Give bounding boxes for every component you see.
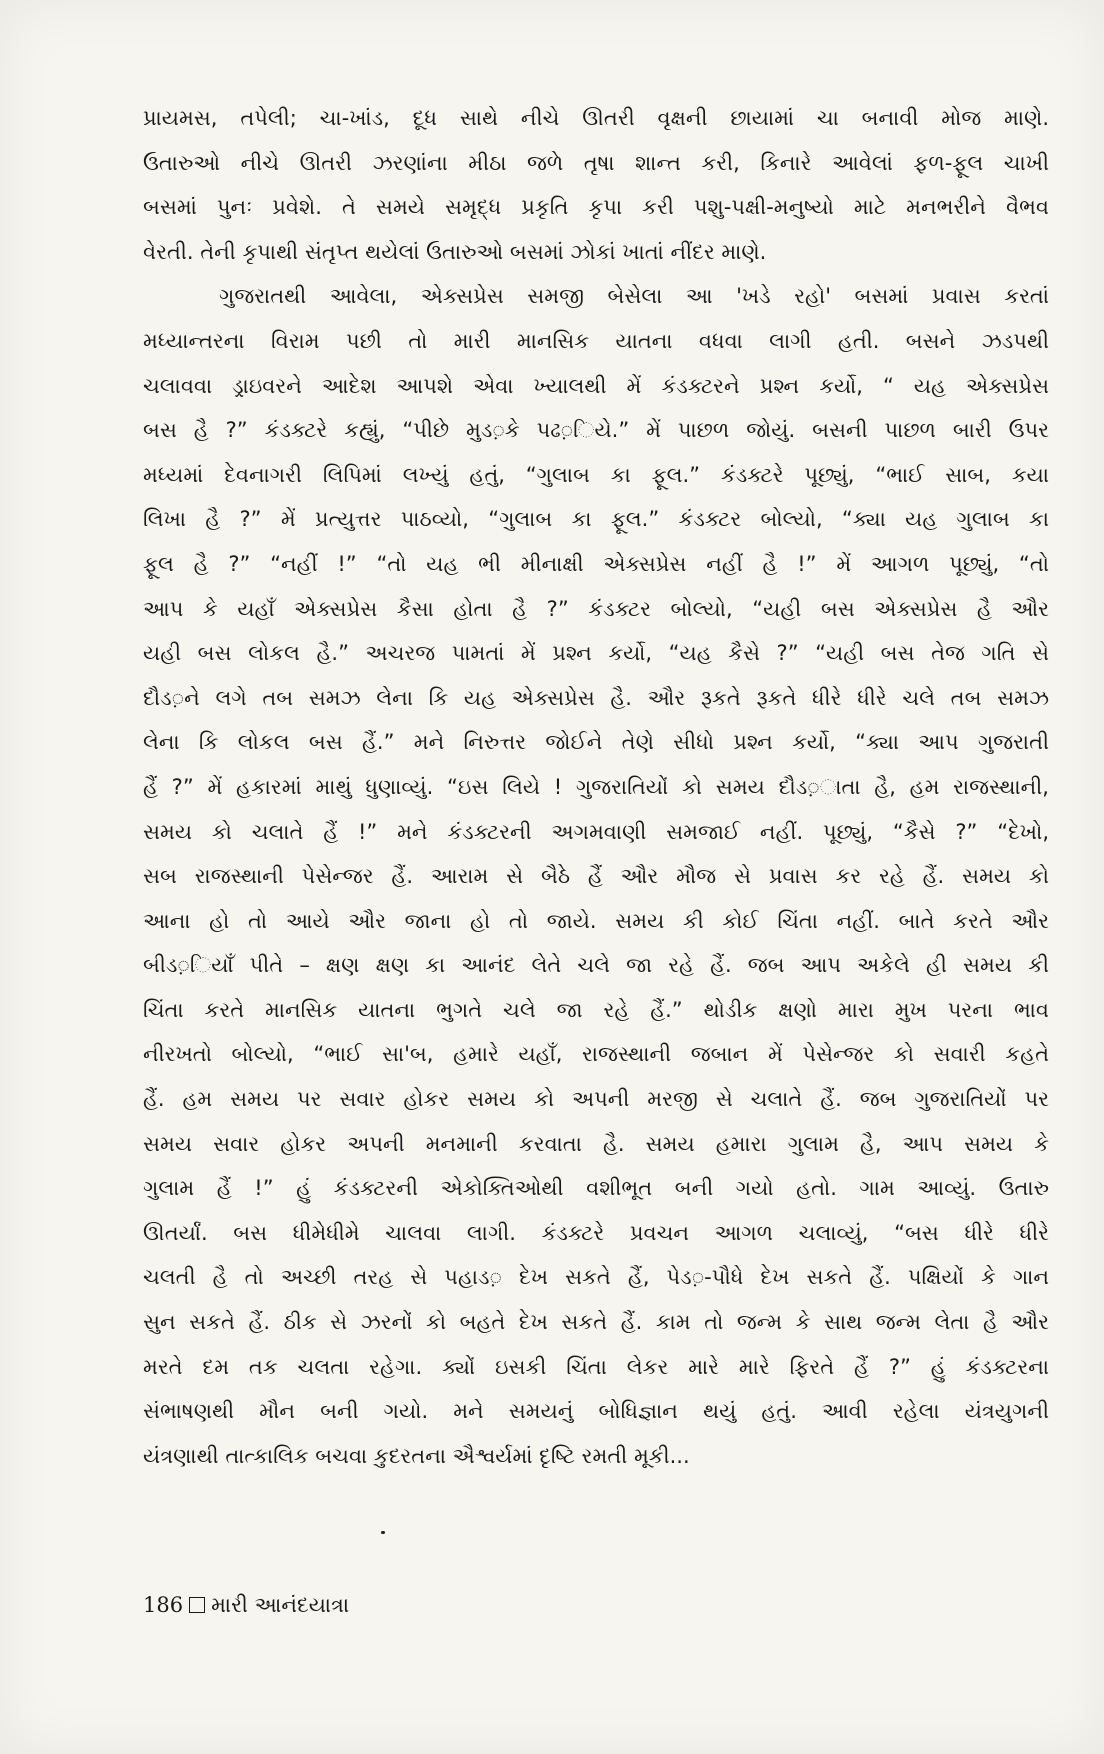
text-line: યહી બસ લોકલ હૈ.” અચરજ પામતાં મેં પ્રશ્ન કર્યો, “યહ કૈસે ?” “યહી બસ તેજ ગતિ સે <box>143 641 1049 666</box>
text-line: લિખા હૈ ?” મેં પ્રત્યુત્તર પાઠવ્યો, “ગુલાબ કા ફૂલ.” કંડક્ટર બોલ્યો, “ક્યા યહ ગુલાબ કા <box>143 507 1049 532</box>
text-line: હૈં ?” મેં હકારમાં માથું ધુણાવ્યું. “ઇસ લિયે ! ગુજરાતિયોં કો સમય દૌડ़ાતા હૈ, હમ રાજસ્થાની, <box>143 774 1049 799</box>
text-line: વેરતી. તેની કૃપાથી સંતૃપ્ત થયેલાં ઉતારુઓ બસમાં ઝોકાં ખાતાં નીંદર માણે. <box>143 239 767 264</box>
text-line: ગુલામ હૈં !” હું કંડક્ટરની એકોક્તિઓથી વશીભૂત બની ગયો હતો. ગામ આવ્યું. ઉતારુ <box>143 1176 1049 1201</box>
page-footer <box>143 1593 349 1618</box>
text-line: મધ્યાન્તરના વિરામ પછી તો મારી માનસિક યાતના વધવા લાગી હતી. બસને ઝડપથી <box>143 328 1049 353</box>
text-line: હૈં. હમ સમય પર સવાર હોકર સમય કો અપની મરજી સે ચલાતે હૈં. જબ ગુજરાતિયોં પર <box>143 1087 1049 1112</box>
text-line: બસમાં પુનઃ પ્રવેશે. તે સમયે સમૃદ્ધ પ્રકૃતિ કૃપા કરી પશુ-પક્ષી-મનુષ્યો માટે મનભરીને વૈભવ <box>143 195 1049 220</box>
text-line: આના હો તો આયે ઔર જાના હો તો જાયે. સમય કી કોઈ ચિંતા નહીં. બાતે કરતે ઔર <box>143 908 1049 933</box>
text-line: ચલાવવા ડ્રાઇવરને આદેશ આપશે એવા ખ્યાલથી મેં કંડક્ટરને પ્રશ્ન કર્યો, “ યહ એક્સપ્રેસ <box>143 373 1049 398</box>
text-line: પ્રાયમસ, તપેલી; ચા-ખાંડ, દૂધ સાથે નીચે ઊતરી વૃક્ષની છાયામાં ચા બનાવી મોજ માણે. <box>143 106 1049 130</box>
text-line: સુન સકતે હૈં. ઠીક સે ઝરનોં કો બહતે દેખ સકતે હૈં. કામ તો જન્મ કે સાથ જન્મ લેતા હૈ ઔર <box>143 1310 1049 1335</box>
text-line: ચિંતા કરતે માનસિક યાતના ભુગતે ચલે જા રહે હૈં.” થોડીક ક્ષણો મારા મુખ પરના ભાવ <box>143 997 1049 1022</box>
text-line: સબ રાજસ્થાની પેસેન્જર હૈં. આરામ સે બૈઠે હૈં ઔર મૌજ સે પ્રવાસ કર રહે હૈં. સમય કો <box>143 864 1049 889</box>
text-line: નીરખતો બોલ્યો, “ભાઈ સા'બ, હમારે યહાઁ, રાજસ્થાની જબાન મેં પેસેન્જર કો સવારી કહતે <box>143 1042 1049 1067</box>
text-line: મરતે દમ તક ચલતા રહેગા. ક્યોં ઇસકી ચિંતા લેકર મારે મારે ફિરતે હૈં ?” હું કંડક્ટરના <box>143 1354 1049 1379</box>
text-line: સંભાષણથી મૌન બની ગયો. મને સમયનું બોધિજ્ઞાન થયું હતું. આવી રહેલા યંત્રયુગની <box>143 1399 1049 1424</box>
text-line: સમય કો ચલાતે હૈં !” મને કંડક્ટરની અગમવાણી સમજાઈ નહીં. પૂછ્યું, “કૈસે ?” “દેખો, <box>143 819 1049 844</box>
text-line: બસ હૈ ?” કંડક્ટરે કહ્યું, “પીછે મુડ़કે પઢ़િયે.” મેં પાછળ જોયું. બસની પાછળ બારી ઉપર <box>143 418 1049 443</box>
ink-speck <box>381 1531 385 1534</box>
text-line: ઉતારુઓ નીચે ઊતરી ઝરણાંના મીઠા જળે તૃષા શાન્ત કરી, કિનારે આવેલાં ફળ-ફૂલ ચાખી <box>143 150 1049 175</box>
text-line: લેના કિ લોકલ બસ હૈં.” મને નિરુત્તર જોઈને તેણે સીધો પ્રશ્ન કર્યો, “ક્યા આપ ગુજરાતી <box>143 730 1049 755</box>
text-line: મધ્યમાં દેવનાગરી લિપિમાં લખ્યું હતું, “ગુલાબ કા ફૂલ.” કંડક્ટરે પૂછ્યું, “ભાઈ સાબ, કયા <box>143 462 1049 487</box>
body-text <box>143 96 1049 1478</box>
text-line: ગુજરાતથી આવેલા, એક્સપ્રેસ સમજી બેસેલા આ 'ખડે રહો' બસમાં પ્રવાસ કરતાં <box>219 284 1049 309</box>
text-line: યંત્રણાથી તાત્કાલિક બચવા કુદરતના ઐશ્વર્યમાં દૃષ્ટિ રમતી મૂકી... <box>143 1443 690 1468</box>
text-line: સમય સવાર હોકર અપની મનમાની કરવાતા હૈ. સમય હમારા ગુલામ હૈ, આપ સમય કે <box>143 1131 1049 1156</box>
text-line: બીડ़િયાઁ પીતે – ક્ષણ ક્ષણ કા આનંદ લેતે ચલે જા રહે હૈં. જબ આપ અકેલે હી સમય કી <box>143 953 1049 978</box>
separator-box-icon <box>189 1597 205 1613</box>
text-line: ઊતર્યાં. બસ ધીમેધીમે ચાલવા લાગી. કંડક્ટરે પ્રવચન આગળ ચલાવ્યું, “બસ ધીરે ધીરે <box>143 1220 1049 1245</box>
text-line: દૌડ़ને લગે તબ સમઝ લેના કિ યહ એક્સપ્રેસ હૈ. ઔર રૂકતે રૂકતે ધીરે ધીરે ચલે તબ સમઝ <box>143 685 1049 710</box>
text-line: આપ કે યહાઁ એક્સપ્રેસ કૈસા હોતા હૈ ?” કંડક્ટર બોલ્યો, “યહી બસ એક્સપ્રેસ હૈ ઔર <box>143 596 1049 621</box>
page-number: 186 <box>143 1593 184 1617</box>
text-line: ફૂલ હૈ ?” “નહીં !” “તો યહ ભી મીનાક્ષી એક્સપ્રેસ નહીં હૈ !” મેં આગળ પૂછ્યું, “તો <box>143 551 1049 576</box>
text-line: ચલતી હૈ તો અચ્છી તરહ સે પહાડ़ દેખ સકતે હૈં, પેડ़-પૌધે દેખ સકતે હૈં. પક્ષિયોં કે ગાન <box>143 1265 1049 1290</box>
book-title: મારી આનંદયાત્રા <box>211 1593 350 1617</box>
